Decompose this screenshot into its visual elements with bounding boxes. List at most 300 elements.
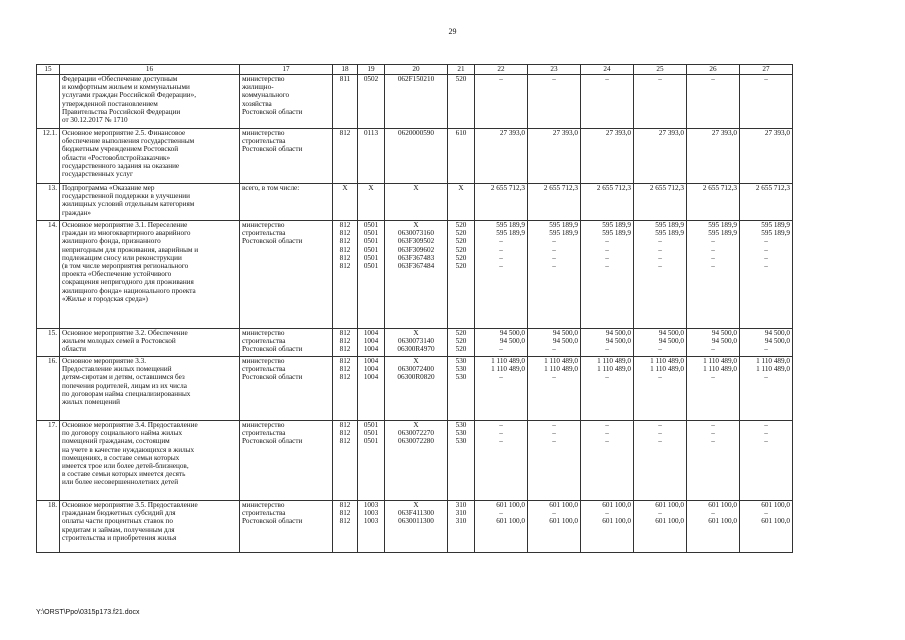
column-header: 20 [385, 65, 448, 75]
value-2027 [581, 329, 634, 357]
value-2030-line: 595 189,9 [761, 221, 790, 229]
measure-name-line: Основное мероприятие 3.2. Обеспечение [62, 329, 188, 337]
row-number: 14. [37, 221, 60, 329]
value-2026 [528, 329, 581, 357]
section-code-line: 1004 [363, 337, 379, 346]
table-row [37, 501, 793, 553]
executor-line: министерство [242, 129, 285, 137]
value-2027-line: – [605, 237, 609, 246]
value-2027-line: 27 393,0 [605, 129, 631, 137]
column-header: 25 [634, 65, 687, 75]
section-code-line: 1004 [363, 329, 379, 337]
value-2027 [581, 75, 634, 129]
value-2028-line: 601 100,0 [655, 501, 684, 509]
value-2025-line: – [499, 245, 503, 254]
column-header: 24 [581, 65, 634, 75]
value-2027 [581, 501, 634, 553]
measure-name-line: Основное мероприятие 3.4. Предоставление [62, 421, 198, 429]
value-2027-line: – [605, 261, 609, 270]
measure-name-line: непригодным для проживания, аварийным и [62, 245, 199, 254]
measure-name-line: жилых помещений [62, 397, 120, 406]
value-2030-line: – [764, 237, 768, 246]
value-2029-line: – [711, 345, 715, 354]
executor-line: Ростовской области [242, 145, 303, 154]
column-header: 22 [475, 65, 528, 75]
value-2030-line: – [764, 429, 768, 438]
column-header: 18 [333, 65, 358, 75]
grbs-code [333, 329, 358, 357]
column-header: 16 [60, 65, 240, 75]
column-header: 19 [358, 65, 385, 75]
value-2028-line: – [658, 509, 662, 518]
value-2027-line: 595 189,9 [602, 221, 631, 229]
target-article-code-line: X [413, 501, 419, 509]
section-code [358, 357, 385, 421]
value-2025-line: 601 100,0 [496, 501, 525, 509]
table-row [37, 221, 793, 329]
value-2028-line: – [658, 75, 662, 83]
value-2025-line: – [499, 437, 503, 446]
value-2030-line: – [764, 509, 768, 518]
row-number: 16. [37, 357, 60, 421]
target-article-code-line: 063F309602 [397, 245, 435, 254]
executor-line: Ростовской области [242, 373, 303, 382]
measure-name-line: гражданам бюджетных субсидий для [62, 509, 176, 518]
executor [240, 501, 333, 553]
value-2025 [475, 421, 528, 501]
value-2028 [634, 421, 687, 501]
grbs-code-line: 812 [339, 261, 351, 270]
value-2028-line: – [658, 373, 662, 382]
value-2026-line: – [552, 75, 556, 83]
value-2029 [687, 329, 740, 357]
grbs-code [333, 75, 358, 129]
value-2028-line: – [658, 237, 662, 246]
row-number: 12.1. [37, 129, 60, 184]
value-2026-line: 601 100,0 [549, 517, 578, 526]
value-2026 [528, 501, 581, 553]
grbs-code-line: 812 [339, 337, 351, 346]
target-article-code-line: 063F411300 [397, 509, 435, 518]
value-2029 [687, 221, 740, 329]
grbs-code-line: 812 [339, 229, 351, 238]
target-article-code [385, 129, 448, 184]
section-code [358, 221, 385, 329]
target-article-code-line: 06300R0820 [397, 373, 435, 382]
measure-name-line: жильем молодых семей в Ростовской [62, 337, 176, 346]
expense-type-code [448, 421, 475, 501]
expense-type-code-line: 610 [455, 129, 467, 137]
value-2028-line: – [658, 253, 662, 262]
measure-name-line: Федерации «Обеспечение доступным [62, 75, 178, 83]
grbs-code-line: X [342, 184, 348, 192]
expense-type-code [448, 75, 475, 129]
value-2030-line: – [764, 345, 768, 354]
section-code [358, 329, 385, 357]
value-2029-line: 1 110 489,0 [703, 357, 737, 365]
value-2030 [740, 421, 793, 501]
value-2029-line: – [711, 429, 715, 438]
grbs-code-line: 812 [339, 237, 351, 246]
expense-type-code [448, 129, 475, 184]
file-path-footer: Y:\ORST\Ppo\0315p173.f21.docx [36, 609, 140, 616]
value-2026 [528, 357, 581, 421]
header-row [37, 65, 793, 75]
measure-name-line: в составе семьи которых имеется десять [62, 470, 186, 479]
value-2026-line: – [552, 253, 556, 262]
value-2025 [475, 75, 528, 129]
value-2028-line: – [658, 261, 662, 270]
value-2029-line: 94 500,0 [711, 337, 737, 346]
value-2029-line: – [711, 421, 715, 429]
value-2029-line: – [711, 437, 715, 446]
measure-name-line: подлежащим сносу или реконструкции [62, 253, 182, 262]
executor-line: строительства [242, 229, 286, 238]
value-2026 [528, 221, 581, 329]
value-2025-line: – [499, 261, 503, 270]
executor-line: строительства [242, 337, 286, 346]
measure-name-line: помещениях, в составе семьи которых [62, 453, 180, 462]
target-article-code-line: 0630011300 [398, 517, 434, 526]
value-2030-line: 1 110 489,0 [756, 365, 790, 374]
row-number: 17. [37, 421, 60, 501]
section-code-line: X [368, 184, 374, 192]
grbs-code-line: 812 [339, 421, 351, 429]
grbs-code-line: 812 [339, 253, 351, 262]
value-2029-line: – [711, 237, 715, 246]
section-code [358, 75, 385, 129]
value-2026-line: – [552, 237, 556, 246]
value-2026-line: 595 189,9 [549, 221, 578, 229]
section-code-line: 0501 [363, 245, 379, 254]
grbs-code-line: 812 [339, 373, 351, 382]
value-2027-line: 595 189,9 [602, 229, 631, 238]
page-number: 29 [448, 27, 457, 36]
expense-type-code [448, 501, 475, 553]
measure-name-line: или более несовершеннолетних детей [62, 478, 179, 487]
value-2029 [687, 357, 740, 421]
value-2026-line: 2 655 712,3 [543, 184, 578, 192]
column-header: 23 [528, 65, 581, 75]
value-2026 [528, 129, 581, 184]
value-2025 [475, 357, 528, 421]
measure-name-line: граждан из многоквартирного аварийного [62, 229, 191, 238]
expense-type-code [448, 221, 475, 329]
value-2030-line: 1 110 489,0 [756, 357, 790, 365]
value-2030 [740, 357, 793, 421]
value-2027-line: – [605, 345, 609, 354]
grbs-code-line: 812 [339, 517, 351, 526]
section-code-line: 0501 [363, 221, 379, 229]
value-2026-line: 1 110 489,0 [544, 365, 578, 374]
value-2028-line: – [658, 437, 662, 446]
value-2026-line: 94 500,0 [552, 329, 578, 337]
measure-name [60, 129, 240, 184]
expense-type-code-line: 520 [455, 261, 467, 270]
measure-name-line: имеется трое или более детей-близнецов, [62, 461, 189, 470]
measure-name-line: кредитам и займам, полученным для [62, 525, 175, 534]
expense-type-code-line: 520 [455, 237, 467, 246]
value-2026-line: – [552, 373, 556, 382]
expense-type-code-line: 310 [455, 509, 467, 518]
target-article-code [385, 421, 448, 501]
value-2030-line: – [764, 437, 768, 446]
value-2029-line: 601 100,0 [708, 517, 737, 526]
value-2027-line: 94 500,0 [605, 337, 631, 346]
target-article-code [385, 501, 448, 553]
value-2029 [687, 75, 740, 129]
target-article-code-line: 0630072280 [398, 437, 434, 446]
measure-name [60, 357, 240, 421]
expense-type-code-line: X [458, 184, 464, 192]
column-header: 27 [740, 65, 793, 75]
value-2030-line: – [764, 421, 768, 429]
value-2027 [581, 357, 634, 421]
executor [240, 357, 333, 421]
measure-name [60, 75, 240, 129]
expense-type-code-line: 530 [455, 357, 467, 365]
value-2030-line: – [764, 253, 768, 262]
section-code-line: 1004 [363, 365, 379, 374]
value-2026-line: 1 110 489,0 [544, 357, 578, 365]
measure-name [60, 221, 240, 329]
value-2025-line: – [499, 429, 503, 438]
measure-name [60, 421, 240, 501]
measure-name-line: на учете в качестве нуждающихся в жилых [62, 445, 195, 454]
value-2030-line: 2 655 712,3 [755, 184, 790, 192]
value-2026-line: – [552, 345, 556, 354]
value-2027-line: – [605, 437, 609, 446]
value-2028-line: 94 500,0 [658, 337, 684, 346]
measure-name-line: попечения родителей, лицам из их числа [62, 381, 187, 390]
executor-line: жилищно- [242, 83, 274, 92]
grbs-code-line: 812 [339, 221, 351, 229]
row-number: 18. [37, 501, 60, 553]
measure-name-line: Подпрограмма «Оказание мер [62, 184, 155, 192]
value-2026-line: – [552, 437, 556, 446]
value-2026 [528, 75, 581, 129]
expense-type-code-line: 520 [455, 329, 467, 337]
section-code-line: 1004 [363, 345, 379, 354]
executor [240, 129, 333, 184]
expense-type-code-line: 530 [455, 365, 467, 374]
value-2025 [475, 501, 528, 553]
value-2029-line: 27 393,0 [711, 129, 737, 137]
column-header: 17 [240, 65, 333, 75]
executor-line: Ростовской области [242, 517, 303, 526]
measure-name-line: государственной поддержки в улучшении [62, 192, 190, 201]
column-header: 26 [687, 65, 740, 75]
target-article-code-line: X [413, 184, 419, 192]
value-2025-line: 595 189,9 [496, 221, 525, 229]
value-2030-line: – [764, 373, 768, 382]
value-2030 [740, 501, 793, 553]
section-code-line: 1004 [363, 373, 379, 382]
value-2029-line: – [711, 245, 715, 254]
grbs-code [333, 501, 358, 553]
measure-name-line: Основное мероприятие 3.3. [62, 357, 147, 365]
target-article-code-line: X [413, 357, 419, 365]
value-2028-line: – [658, 245, 662, 254]
value-2025-line: – [499, 237, 503, 246]
value-2028-line: 1 110 489,0 [650, 365, 684, 374]
section-code-line: 0501 [363, 237, 379, 246]
expense-type-code-line: 520 [455, 345, 467, 354]
value-2028-line: 2 655 712,3 [649, 184, 684, 192]
column-header: 15 [37, 65, 60, 75]
measure-name-line: по договору социального найма жилых [62, 429, 183, 438]
grbs-code-line: 812 [339, 345, 351, 354]
value-2029-line: 2 655 712,3 [702, 184, 737, 192]
target-article-code-line: 063F309502 [397, 237, 435, 246]
section-code-line: 1003 [363, 501, 379, 509]
expense-type-code-line: 520 [455, 245, 467, 254]
measure-name [60, 184, 240, 221]
measure-name-line: и комфортным жильем и коммунальными [62, 83, 190, 92]
value-2028 [634, 75, 687, 129]
value-2030 [740, 75, 793, 129]
executor-line: министерство [242, 75, 285, 83]
section-code-line: 0501 [363, 261, 379, 270]
value-2025-line: 1 110 489,0 [491, 357, 525, 365]
value-2028-line: 601 100,0 [655, 517, 684, 526]
value-2025 [475, 221, 528, 329]
expense-type-code-line: 520 [455, 337, 467, 346]
executor-line: министерство [242, 421, 285, 429]
table-row [37, 421, 793, 501]
section-code-line: 0502 [363, 75, 379, 83]
value-2029-line: – [711, 75, 715, 83]
value-2028 [634, 329, 687, 357]
section-code [358, 421, 385, 501]
target-article-code-line: 063F367483 [397, 253, 435, 262]
executor-line: строительства [242, 509, 286, 518]
value-2026-line: 94 500,0 [552, 337, 578, 346]
value-2025-line: 2 655 712,3 [490, 184, 525, 192]
value-2027-line: – [605, 429, 609, 438]
grbs-code-line: 812 [339, 245, 351, 254]
value-2027 [581, 129, 634, 184]
value-2030-line: 94 500,0 [764, 337, 790, 346]
expense-type-code-line: 520 [455, 229, 467, 238]
expense-type-code-line: 520 [455, 75, 467, 83]
value-2028 [634, 221, 687, 329]
value-2025-line: 595 189,9 [496, 229, 525, 238]
value-2029-line: 94 500,0 [711, 329, 737, 337]
target-article-code [385, 221, 448, 329]
measure-name-line: проекта «Обеспечение устойчивого [62, 270, 172, 279]
value-2030 [740, 329, 793, 357]
value-2027-line: – [605, 373, 609, 382]
value-2027-line: – [605, 245, 609, 254]
measure-name-line: оплаты части процентных ставок по [62, 517, 173, 526]
value-2029-line: 1 110 489,0 [703, 365, 737, 374]
value-2027-line: – [605, 421, 609, 429]
table-row [37, 357, 793, 421]
value-2025-line: – [499, 421, 503, 429]
executor [240, 221, 333, 329]
value-2025-line: 601 100,0 [496, 517, 525, 526]
section-code-line: 0501 [363, 421, 379, 429]
value-2027 [581, 221, 634, 329]
value-2026 [528, 421, 581, 501]
value-2030-line: 601 100,0 [761, 501, 790, 509]
value-2028 [634, 501, 687, 553]
grbs-code [333, 357, 358, 421]
grbs-code [333, 221, 358, 329]
value-2029-line: 595 189,9 [708, 221, 737, 229]
target-article-code-line: 0630073160 [398, 229, 434, 238]
value-2025-line: – [499, 345, 503, 354]
measure-name-line: Предоставление жилых помещений [62, 365, 172, 374]
section-code-line: 1004 [363, 357, 379, 365]
executor [240, 421, 333, 501]
measure-name-line: Основное мероприятие 3.5. Предоставление [62, 501, 198, 509]
value-2027 [581, 421, 634, 501]
target-article-code-line: X [413, 329, 419, 337]
measure-name-line: детям-сиротам и детям, оставшимся без [62, 373, 185, 382]
target-article-code [385, 75, 448, 129]
value-2030 [740, 129, 793, 184]
grbs-code [333, 184, 358, 221]
value-2029-line: – [711, 253, 715, 262]
executor-line: Ростовской области [242, 345, 303, 354]
value-2030 [740, 184, 793, 221]
measure-name-line: бюджетным учреждением Ростовской [62, 145, 179, 154]
measure-name-line: (в том числе мероприятия регионального [62, 261, 189, 270]
value-2025-line: 94 500,0 [499, 329, 525, 337]
measure-name-line: услугами граждан Российской Федерации», [62, 91, 197, 100]
expense-type-code-line: 530 [455, 373, 467, 382]
expense-type-code-line: 310 [455, 517, 467, 526]
target-article-code [385, 357, 448, 421]
section-code [358, 501, 385, 553]
value-2030-line: 601 100,0 [761, 517, 790, 526]
expense-type-code [448, 357, 475, 421]
value-2029-line: – [711, 509, 715, 518]
value-2025 [475, 329, 528, 357]
row-number [37, 75, 60, 129]
expense-type-code [448, 329, 475, 357]
value-2028-line: – [658, 429, 662, 438]
value-2030 [740, 221, 793, 329]
value-2027 [581, 184, 634, 221]
measure-name-line: по договорам найма специализированных [62, 389, 191, 398]
value-2026 [528, 184, 581, 221]
executor-line: Ростовской области [242, 437, 303, 446]
expense-type-code [448, 184, 475, 221]
measure-name-line: «Жилье и городская среда») [62, 294, 148, 303]
value-2027-line: – [605, 253, 609, 262]
table-row [37, 329, 793, 357]
measure-name-line: Правительства Российской Федерации [62, 107, 181, 116]
measure-name-line: жилищного фонда» национального проекта [62, 286, 196, 295]
executor-line: министерство [242, 221, 285, 229]
grbs-code-line: 812 [339, 129, 351, 137]
value-2028 [634, 357, 687, 421]
target-article-code-line: 0620000590 [398, 129, 434, 137]
expense-type-code-line: 520 [455, 253, 467, 262]
value-2026-line: – [552, 429, 556, 438]
executor-line: министерство [242, 329, 285, 337]
table-row [37, 184, 793, 221]
measure-name-line: сокращения непригодного для проживания [62, 278, 194, 287]
measure-name-line: помещений гражданам, состоящим [62, 437, 170, 446]
section-code [358, 129, 385, 184]
value-2027-line: – [605, 75, 609, 83]
value-2025-line: – [499, 373, 503, 382]
value-2029-line: 601 100,0 [708, 501, 737, 509]
